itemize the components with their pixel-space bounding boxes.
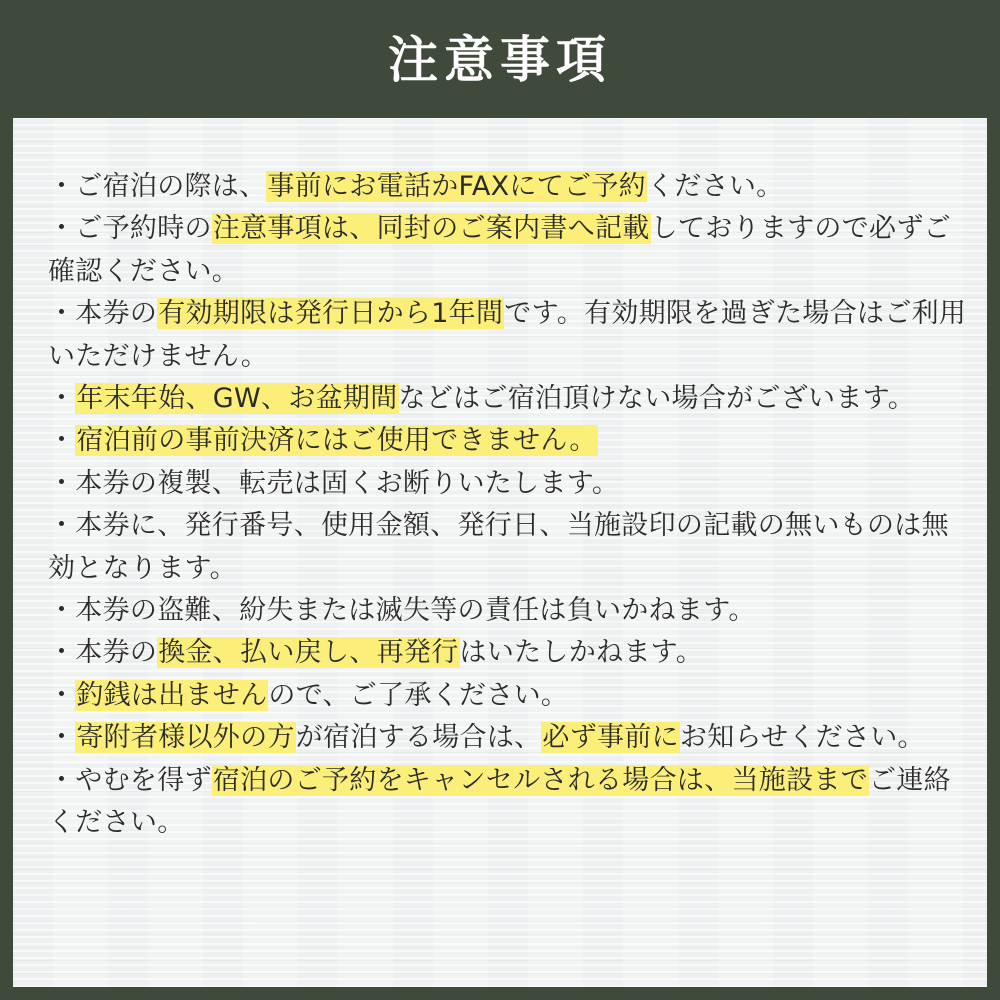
note-text: ・本券の xyxy=(48,298,158,330)
note-text: ・ xyxy=(48,722,76,754)
note-item xyxy=(48,293,968,378)
highlighted-text: 事前にお電話かFAXにてご予約 xyxy=(267,171,646,202)
note-text: ・ xyxy=(48,383,76,415)
note-text: が宿泊する場合は、 xyxy=(295,722,542,754)
highlighted-text: 換金、払い戻し、再発行 xyxy=(158,637,459,669)
note-text: ください。 xyxy=(646,171,784,202)
note-item xyxy=(48,208,968,293)
note-text: ・本券の盗難、紛失または滅失等の責任は負いかねます。 xyxy=(48,595,756,627)
note-item xyxy=(48,378,968,420)
note-text: などはご宿泊頂けない場合がございます。 xyxy=(398,383,916,415)
note-text: ご連絡ください。 xyxy=(48,764,951,839)
note-text: ・ご宿泊の際は、 xyxy=(48,171,267,202)
note-text: ・ xyxy=(48,679,76,711)
highlighted-text: 釣銭は出ません xyxy=(76,679,268,711)
highlighted-text: 寄附者様以外の方 xyxy=(76,722,295,754)
note-text: ・ xyxy=(48,425,76,457)
note-text: お知らせください。 xyxy=(679,722,925,754)
highlighted-text: 年末年始、GW、お盆期間 xyxy=(76,383,398,415)
note-item xyxy=(48,675,968,717)
note-text: ・本券の複製、転売は固くお断りいたします。 xyxy=(48,467,620,499)
highlighted-text: 宿泊前の事前決済にはご使用できません。 xyxy=(76,425,597,457)
note-item xyxy=(48,420,968,462)
highlighted-text: 必ず事前に xyxy=(542,722,679,754)
note-text: です。有効期限を過ぎた場合はご利用いただけません。 xyxy=(48,298,967,372)
note-text: しておりますので必ずご確認ください。 xyxy=(48,213,951,287)
page-title: 注意事項 xyxy=(388,31,612,89)
note-item xyxy=(48,632,968,674)
note-item xyxy=(48,505,968,590)
note-text: ・やむを得ず xyxy=(48,764,212,796)
title-bar xyxy=(0,0,1000,118)
note-item xyxy=(48,760,968,845)
highlighted-text: 宿泊のご予約をキャンセルされる場合は、当施設まで xyxy=(212,764,869,796)
notes-list xyxy=(48,166,968,845)
note-item xyxy=(48,463,968,505)
highlighted-text: 有効期限は発行日から1年間 xyxy=(158,298,504,330)
note-item xyxy=(48,166,968,208)
note-text: ・本券の xyxy=(48,637,158,669)
note-item xyxy=(48,717,968,759)
note-text: ・ご予約時の xyxy=(48,213,212,245)
highlighted-text: 注意事項は、同封のご案内書へ記載 xyxy=(212,213,650,245)
note-text: はいたしかねます。 xyxy=(459,637,704,669)
note-text: ので、ご了承ください。 xyxy=(268,679,569,711)
note-item xyxy=(48,590,968,632)
note-text: ・本券に、発行番号、使用金額、発行日、当施設印の記載の無いものは無効となります。 xyxy=(48,510,949,584)
